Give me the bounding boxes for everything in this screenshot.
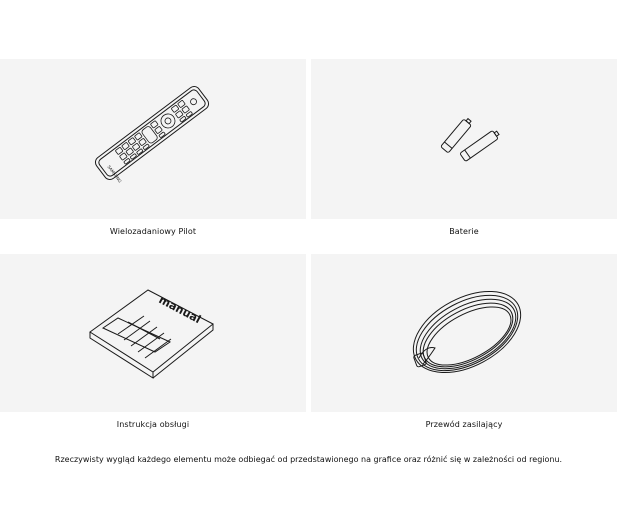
- item-label-manual: Instrukcja obsługi: [116, 420, 190, 429]
- item-manual: [0, 254, 306, 434]
- manual-cover-text: manual: [156, 293, 204, 327]
- item-label-batteries: Baterie: [449, 227, 479, 236]
- remote-card: [0, 59, 306, 219]
- remote-brand-text: SAMSUNG: [106, 164, 123, 184]
- disclaimer-text: Rzeczywisty wygląd każdego elementu może odbiegać od przedstawionego na grafice oraz różnić się w zależności od regionu.: [54, 455, 563, 464]
- item-remote: [0, 59, 306, 239]
- item-batteries: [311, 59, 617, 239]
- item-power-cord: [311, 254, 617, 434]
- power-cord-card: [311, 254, 617, 412]
- manual-card: [0, 254, 306, 412]
- item-label-power-cord: Przewód zasilający: [425, 420, 503, 429]
- item-label-remote: Wielozadaniowy Pilot: [109, 227, 197, 236]
- remote-control-icon: [0, 59, 306, 219]
- power-cord-icon: [311, 254, 617, 412]
- batteries-icon: [311, 59, 617, 219]
- manual-icon: [0, 254, 306, 412]
- batteries-card: [311, 59, 617, 219]
